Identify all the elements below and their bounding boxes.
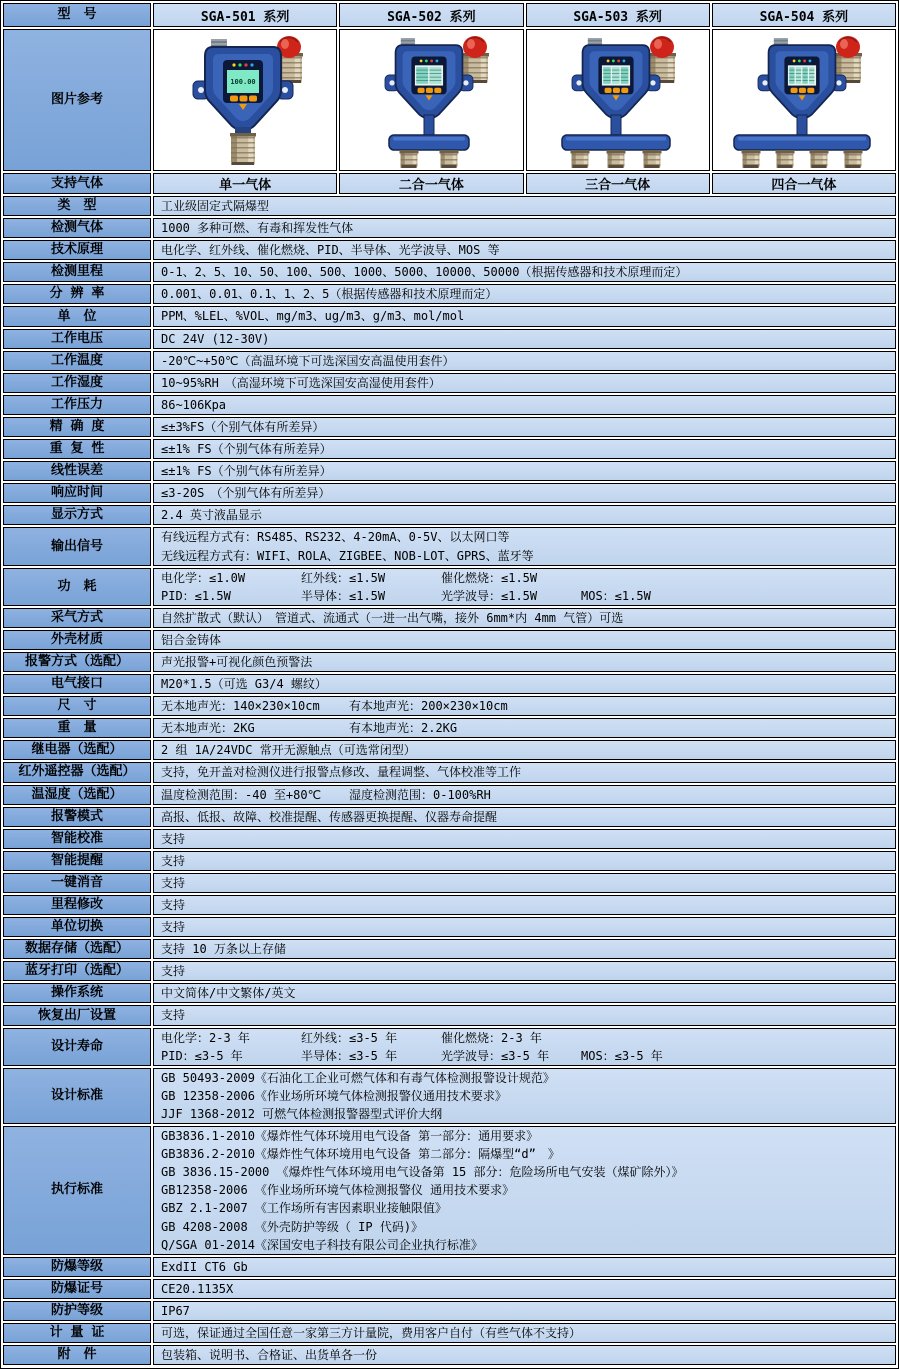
spec-row [3, 417, 896, 437]
spec-label: 精 确 度 [3, 417, 151, 437]
spec-value-line: JJF 1368-2012 可燃气体检测报警器型式评价大纲 [161, 1106, 443, 1121]
device-image-sga-501 [153, 29, 337, 171]
spec-row [3, 351, 896, 371]
spec-label: 技术原理 [3, 240, 151, 260]
spec-value [153, 807, 896, 827]
spec-value-line [161, 569, 891, 587]
spec-row [3, 740, 896, 760]
spec-value-line: -20℃~+50℃（高温环境下可选深国安高温使用套件） [161, 353, 455, 368]
spec-row [3, 718, 896, 738]
spec-value-line: ≤±1% FS（个别气体有所差异） [161, 442, 332, 457]
spec-value-line: 支持 [161, 831, 186, 846]
spec-label: 防爆证号 [3, 1279, 151, 1299]
spec-value [153, 939, 896, 959]
spec-value-line: GB 50493-2009《石油化工企业可燃气体和有毒气体检测报警设计规范》 [161, 1070, 555, 1085]
spec-value [153, 718, 896, 738]
spec-row [3, 873, 896, 893]
spec-value-segment: 湿度检测范围：0-100%RH [349, 787, 491, 802]
spec-label: 数据存储（选配） [3, 939, 151, 959]
spec-value-line: IP67 [161, 1303, 190, 1318]
spec-row [3, 785, 896, 805]
spec-value-line: CE20.1135X [161, 1281, 234, 1296]
spec-value-line: ≤3-20S （个别气体有所差异） [161, 486, 331, 501]
spec-value [153, 1257, 896, 1277]
spec-value [153, 262, 896, 282]
spec-value [153, 1301, 896, 1321]
spec-row [3, 696, 896, 716]
spec-value [153, 1279, 896, 1299]
spec-value-segment: 光学波导：≤1.5W [441, 588, 538, 603]
spec-value-line: ≤±1% FS（个别气体有所差异） [161, 464, 332, 479]
spec-label: 单位切换 [3, 917, 151, 937]
spec-value-line: GB3836.1-2010《爆炸性气体环境用电气设备 第一部分：通用要求》 [161, 1129, 539, 1144]
spec-value [153, 240, 896, 260]
spec-label: 重 复 性 [3, 439, 151, 459]
spec-label: 工作电压 [3, 329, 151, 349]
spec-label: 尺 寸 [3, 696, 151, 716]
spec-value [153, 785, 896, 805]
spec-label: 工作压力 [3, 395, 151, 415]
spec-value [153, 461, 896, 481]
gas-detector-illustration [345, 31, 517, 169]
spec-row [3, 1345, 896, 1365]
spec-value [153, 851, 896, 871]
gas-count-sga-503: 三合一气体 [526, 173, 710, 194]
spec-label: 防护等级 [3, 1301, 151, 1321]
spec-row [3, 461, 896, 481]
gas-count-sga-502: 二合一气体 [339, 173, 523, 194]
spec-row [3, 196, 896, 216]
spec-label: 功 耗 [3, 568, 151, 606]
spec-row [3, 1068, 896, 1124]
spec-value-line: 声光报警+可视化颜色预警法 [161, 654, 313, 669]
spec-value-line: Q/SGA 01-2014《深国安电子科技有限公司企业执行标准》 [161, 1237, 483, 1252]
spec-value-segment: 电化学：2-3 年 [161, 1030, 250, 1045]
spec-value-line: 电化学、红外线、催化燃烧、PID、半导体、光学波导、MOS 等 [161, 243, 500, 258]
spec-row [3, 1323, 896, 1343]
spec-label: 工作温度 [3, 351, 151, 371]
spec-row [3, 1257, 896, 1277]
spec-value [153, 218, 896, 238]
spec-label: 显示方式 [3, 505, 151, 525]
spec-label: 执行标准 [3, 1126, 151, 1255]
spec-value-line [161, 697, 891, 715]
spec-value [153, 568, 896, 606]
spec-value-segment: 无本地声光：2KG [161, 721, 255, 736]
spec-value [153, 630, 896, 650]
spec-row [3, 373, 896, 393]
spec-value [153, 1323, 896, 1343]
spec-value-line: 支持 [161, 853, 186, 868]
spec-value [153, 483, 896, 503]
model-header-row [3, 3, 896, 27]
spec-row [3, 505, 896, 525]
spec-value-segment: 电化学：≤1.0W [161, 570, 246, 585]
spec-label: 里程修改 [3, 895, 151, 915]
spec-value [153, 439, 896, 459]
spec-value [153, 917, 896, 937]
spec-value [153, 740, 896, 760]
spec-value-line [161, 1029, 891, 1047]
model-header-sga-504: SGA-504 系列 [712, 3, 896, 27]
spec-label: 防爆等级 [3, 1257, 151, 1277]
spec-row [3, 568, 896, 606]
gas-detector-illustration [159, 31, 331, 169]
spec-row [3, 439, 896, 459]
spec-row [3, 218, 896, 238]
spec-value-line: 中文简体/中文繁体/英文 [161, 986, 296, 1001]
spec-row [3, 807, 896, 827]
spec-table [3, 3, 896, 1365]
image-reference-row [3, 29, 896, 171]
spec-row [3, 762, 896, 782]
model-header-sga-502: SGA-502 系列 [339, 3, 523, 27]
spec-row [3, 608, 896, 628]
spec-value-line: 支持，免开盖对检测仪进行报警点修改、量程调整、气体校准等工作 [161, 765, 522, 780]
spec-row [3, 630, 896, 650]
spec-label: 附 件 [3, 1345, 151, 1365]
spec-row [3, 917, 896, 937]
spec-value-line: 包装箱、说明书、合格证、出货单各一份 [161, 1348, 378, 1363]
spec-row [3, 483, 896, 503]
spec-value [153, 983, 896, 1003]
spec-value [153, 873, 896, 893]
spec-value [153, 351, 896, 371]
spec-value-segment: 无本地声光：140×230×10cm [161, 699, 320, 714]
spec-value [153, 1068, 896, 1124]
spec-value [153, 527, 896, 565]
gas-count-sga-501: 单一气体 [153, 173, 337, 194]
spec-value-line: M20*1.5（可选 G3/4 螺纹） [161, 677, 327, 692]
spec-value-line: 2 组 1A/24VDC 常开无源触点（可选常闭型） [161, 743, 416, 758]
spec-value [153, 1005, 896, 1025]
spec-value-line: 无线远程方式有：WIFI、ROLA、ZIGBEE、NOB-LOT、GPRS、蓝牙等 [161, 548, 534, 563]
spec-row [3, 829, 896, 849]
spec-row [3, 961, 896, 981]
spec-label: 设计寿命 [3, 1028, 151, 1066]
spec-label: 操作系统 [3, 983, 151, 1003]
gas-detector-illustration [532, 31, 704, 169]
spec-value [153, 762, 896, 782]
model-header-sga-503: SGA-503 系列 [526, 3, 710, 27]
spec-value-line: PPM、%LEL、%VOL、mg/m3、ug/m3、g/m3、mol/mol [161, 309, 465, 324]
spec-value-line: GB 4208-2008 《外壳防护等级（ IP 代码)》 [161, 1219, 424, 1234]
spec-label: 温湿度（选配） [3, 785, 151, 805]
spec-value-line: ≤±3%FS（个别气体有所差异） [161, 419, 325, 434]
spec-value [153, 608, 896, 628]
device-image-sga-503 [526, 29, 710, 171]
spec-value-segment: MOS：≤3-5 年 [581, 1048, 663, 1063]
spec-value [153, 895, 896, 915]
spec-row [3, 329, 896, 349]
spec-label: 红外遥控器（选配） [3, 762, 151, 782]
spec-value-segment: 温度检测范围：-40 至+80℃ [161, 787, 322, 802]
spec-value-segment: 红外线：≤1.5W [301, 570, 386, 585]
spec-value [153, 417, 896, 437]
spec-value-segment: 有本地声光：2.2KG [349, 721, 458, 736]
spec-value-line [161, 1047, 891, 1065]
spec-value-line: 10~95%RH （高湿环境下可选深国安高湿使用套件） [161, 375, 441, 390]
spec-value-segment: MOS：≤1.5W [581, 588, 651, 603]
spec-value [153, 284, 896, 304]
spec-value-line: 86~106Kpa [161, 397, 227, 412]
spec-value [153, 1028, 896, 1066]
spec-label: 单 位 [3, 306, 151, 326]
spec-value-line: GB 12358-2006《作业场所环境气体检测报警仪通用技术要求》 [161, 1088, 507, 1103]
spec-value-segment: 半导体：≤3-5 年 [301, 1048, 398, 1063]
spec-label: 计 量 证 [3, 1323, 151, 1343]
spec-label: 响应时间 [3, 483, 151, 503]
spec-row [3, 306, 896, 326]
spec-row [3, 652, 896, 672]
spec-value-line: 1000 多种可燃、有毒和挥发性气体 [161, 221, 354, 236]
spec-row [3, 939, 896, 959]
spec-value [153, 395, 896, 415]
svg-text:100.00: 100.00 [230, 78, 256, 86]
spec-value [153, 196, 896, 216]
spec-row [3, 527, 896, 565]
spec-label: 报警模式 [3, 807, 151, 827]
spec-value-line [161, 587, 891, 605]
spec-label: 线性误差 [3, 461, 151, 481]
model-header-label: 型 号 [3, 3, 151, 27]
spec-label: 智能校准 [3, 829, 151, 849]
spec-value-line: 支持 10 万条以上存储 [161, 942, 286, 957]
spec-label: 一键消音 [3, 873, 151, 893]
spec-value-line: 支持 [161, 964, 186, 979]
spec-value-line: 支持 [161, 898, 186, 912]
spec-row [3, 1126, 896, 1255]
spec-label: 外壳材质 [3, 630, 151, 650]
spec-value-line: 0-1、2、5、10、50、100、500、1000、5000、10000、50000（根据传感器和技术原理而定） [161, 265, 688, 280]
spec-value-segment: 催化燃烧：2-3 年 [441, 1030, 542, 1045]
spec-label: 报警方式（选配） [3, 652, 151, 672]
spec-value-line: 2.4 英寸液晶显示 [161, 508, 262, 523]
spec-value [153, 329, 896, 349]
spec-value-segment: 催化燃烧：≤1.5W [441, 570, 538, 585]
spec-row [3, 262, 896, 282]
spec-value-line: 0.001、0.01、0.1、1、2、5（根据传感器和技术原理而定） [161, 287, 498, 302]
spec-label: 蓝牙打印（选配） [3, 961, 151, 981]
spec-label: 继电器（选配） [3, 740, 151, 760]
spec-value-line [161, 786, 891, 804]
spec-value-segment: PID：≤1.5W [161, 588, 231, 603]
spec-value-line: 铝合金铸体 [161, 632, 222, 647]
spec-value-line: 支持 [161, 1008, 186, 1023]
spec-value [153, 961, 896, 981]
spec-value-segment: 红外线：≤3-5 年 [301, 1030, 398, 1045]
spec-row [3, 395, 896, 415]
spec-row [3, 1301, 896, 1321]
spec-label: 检测气体 [3, 218, 151, 238]
spec-label: 电气接口 [3, 674, 151, 694]
spec-row [3, 240, 896, 260]
spec-value-line: 可选，保证通过全国任意一家第三方计量院，费用客户自付（有些气体不支持） [161, 1325, 582, 1340]
spec-value-line: ExdII CT6 Gb [161, 1259, 248, 1274]
spec-label: 类 型 [3, 196, 151, 216]
spec-value-segment: 光学波导：≤3-5 年 [441, 1048, 550, 1063]
spec-label: 智能提醒 [3, 851, 151, 871]
spec-label: 分 辨 率 [3, 284, 151, 304]
spec-row [3, 1028, 896, 1066]
spec-value-line: 工业级固定式隔爆型 [161, 199, 270, 213]
spec-value [153, 829, 896, 849]
spec-value-line: GB3836.2-2010《爆炸性气体环境用电气设备 第二部分：隔爆型“d” 》 [161, 1147, 560, 1162]
spec-value-segment: 半导体：≤1.5W [301, 588, 386, 603]
spec-value-line: 支持 [161, 875, 186, 890]
spec-value [153, 373, 896, 393]
device-image-sga-502 [339, 29, 523, 171]
image-reference-label: 图片参考 [3, 29, 151, 171]
spec-row [3, 983, 896, 1003]
spec-value-segment: 有本地声光：200×230×10cm [349, 699, 508, 714]
spec-label: 恢复出厂设置 [3, 1005, 151, 1025]
spec-row [3, 674, 896, 694]
spec-label: 采气方式 [3, 608, 151, 628]
spec-value-line: DC 24V (12-30V) [161, 331, 270, 346]
spec-value [153, 674, 896, 694]
gas-count-sga-504: 四合一气体 [712, 173, 896, 194]
spec-value [153, 306, 896, 326]
spec-label: 输出信号 [3, 527, 151, 565]
spec-value-line: 高报、低报、故障、校准提醒、传感器更换提醒、仪器寿命提醒 [161, 809, 498, 824]
spec-value [153, 696, 896, 716]
supported-gas-label: 支持气体 [3, 173, 151, 194]
spec-value-line: 支持 [161, 920, 186, 935]
spec-row [3, 851, 896, 871]
spec-value [153, 505, 896, 525]
spec-value-segment: PID：≤3-5 年 [161, 1048, 243, 1063]
spec-label: 重 量 [3, 718, 151, 738]
spec-row [3, 284, 896, 304]
spec-label: 工作湿度 [3, 373, 151, 393]
gas-detector-illustration [718, 31, 890, 169]
spec-value-line: 有线远程方式有：RS485、RS232、4-20mA、0-5V、以太网口等 [161, 530, 510, 545]
spec-value-line: GB12358-2006 《作业场所环境气体检测报警仪 通用技术要求》 [161, 1183, 515, 1198]
model-header-sga-501: SGA-501 系列 [153, 3, 337, 27]
spec-label: 设计标准 [3, 1068, 151, 1124]
spec-value [153, 1126, 896, 1255]
supported-gas-row [3, 173, 896, 194]
spec-value-line: GBZ 2.1-2007 《工作场所有害因素职业接触限值》 [161, 1201, 447, 1216]
device-image-sga-504 [712, 29, 896, 171]
spec-value [153, 652, 896, 672]
spec-row [3, 1005, 896, 1025]
spec-row [3, 1279, 896, 1299]
spec-label: 检测里程 [3, 262, 151, 282]
spec-row [3, 895, 896, 915]
spec-value-line: GB 3836.15-2000 《爆炸性气体环境用电气设备第 15 部分：危险场所电气安装（煤矿除外）》 [161, 1165, 684, 1180]
spec-value-line [161, 719, 891, 737]
spec-value [153, 1345, 896, 1365]
spec-value-line: 自然扩散式（默认） 管道式、流通式（一进一出气嘴，接外 6mm*内 4mm 气管）可选 [161, 610, 624, 625]
